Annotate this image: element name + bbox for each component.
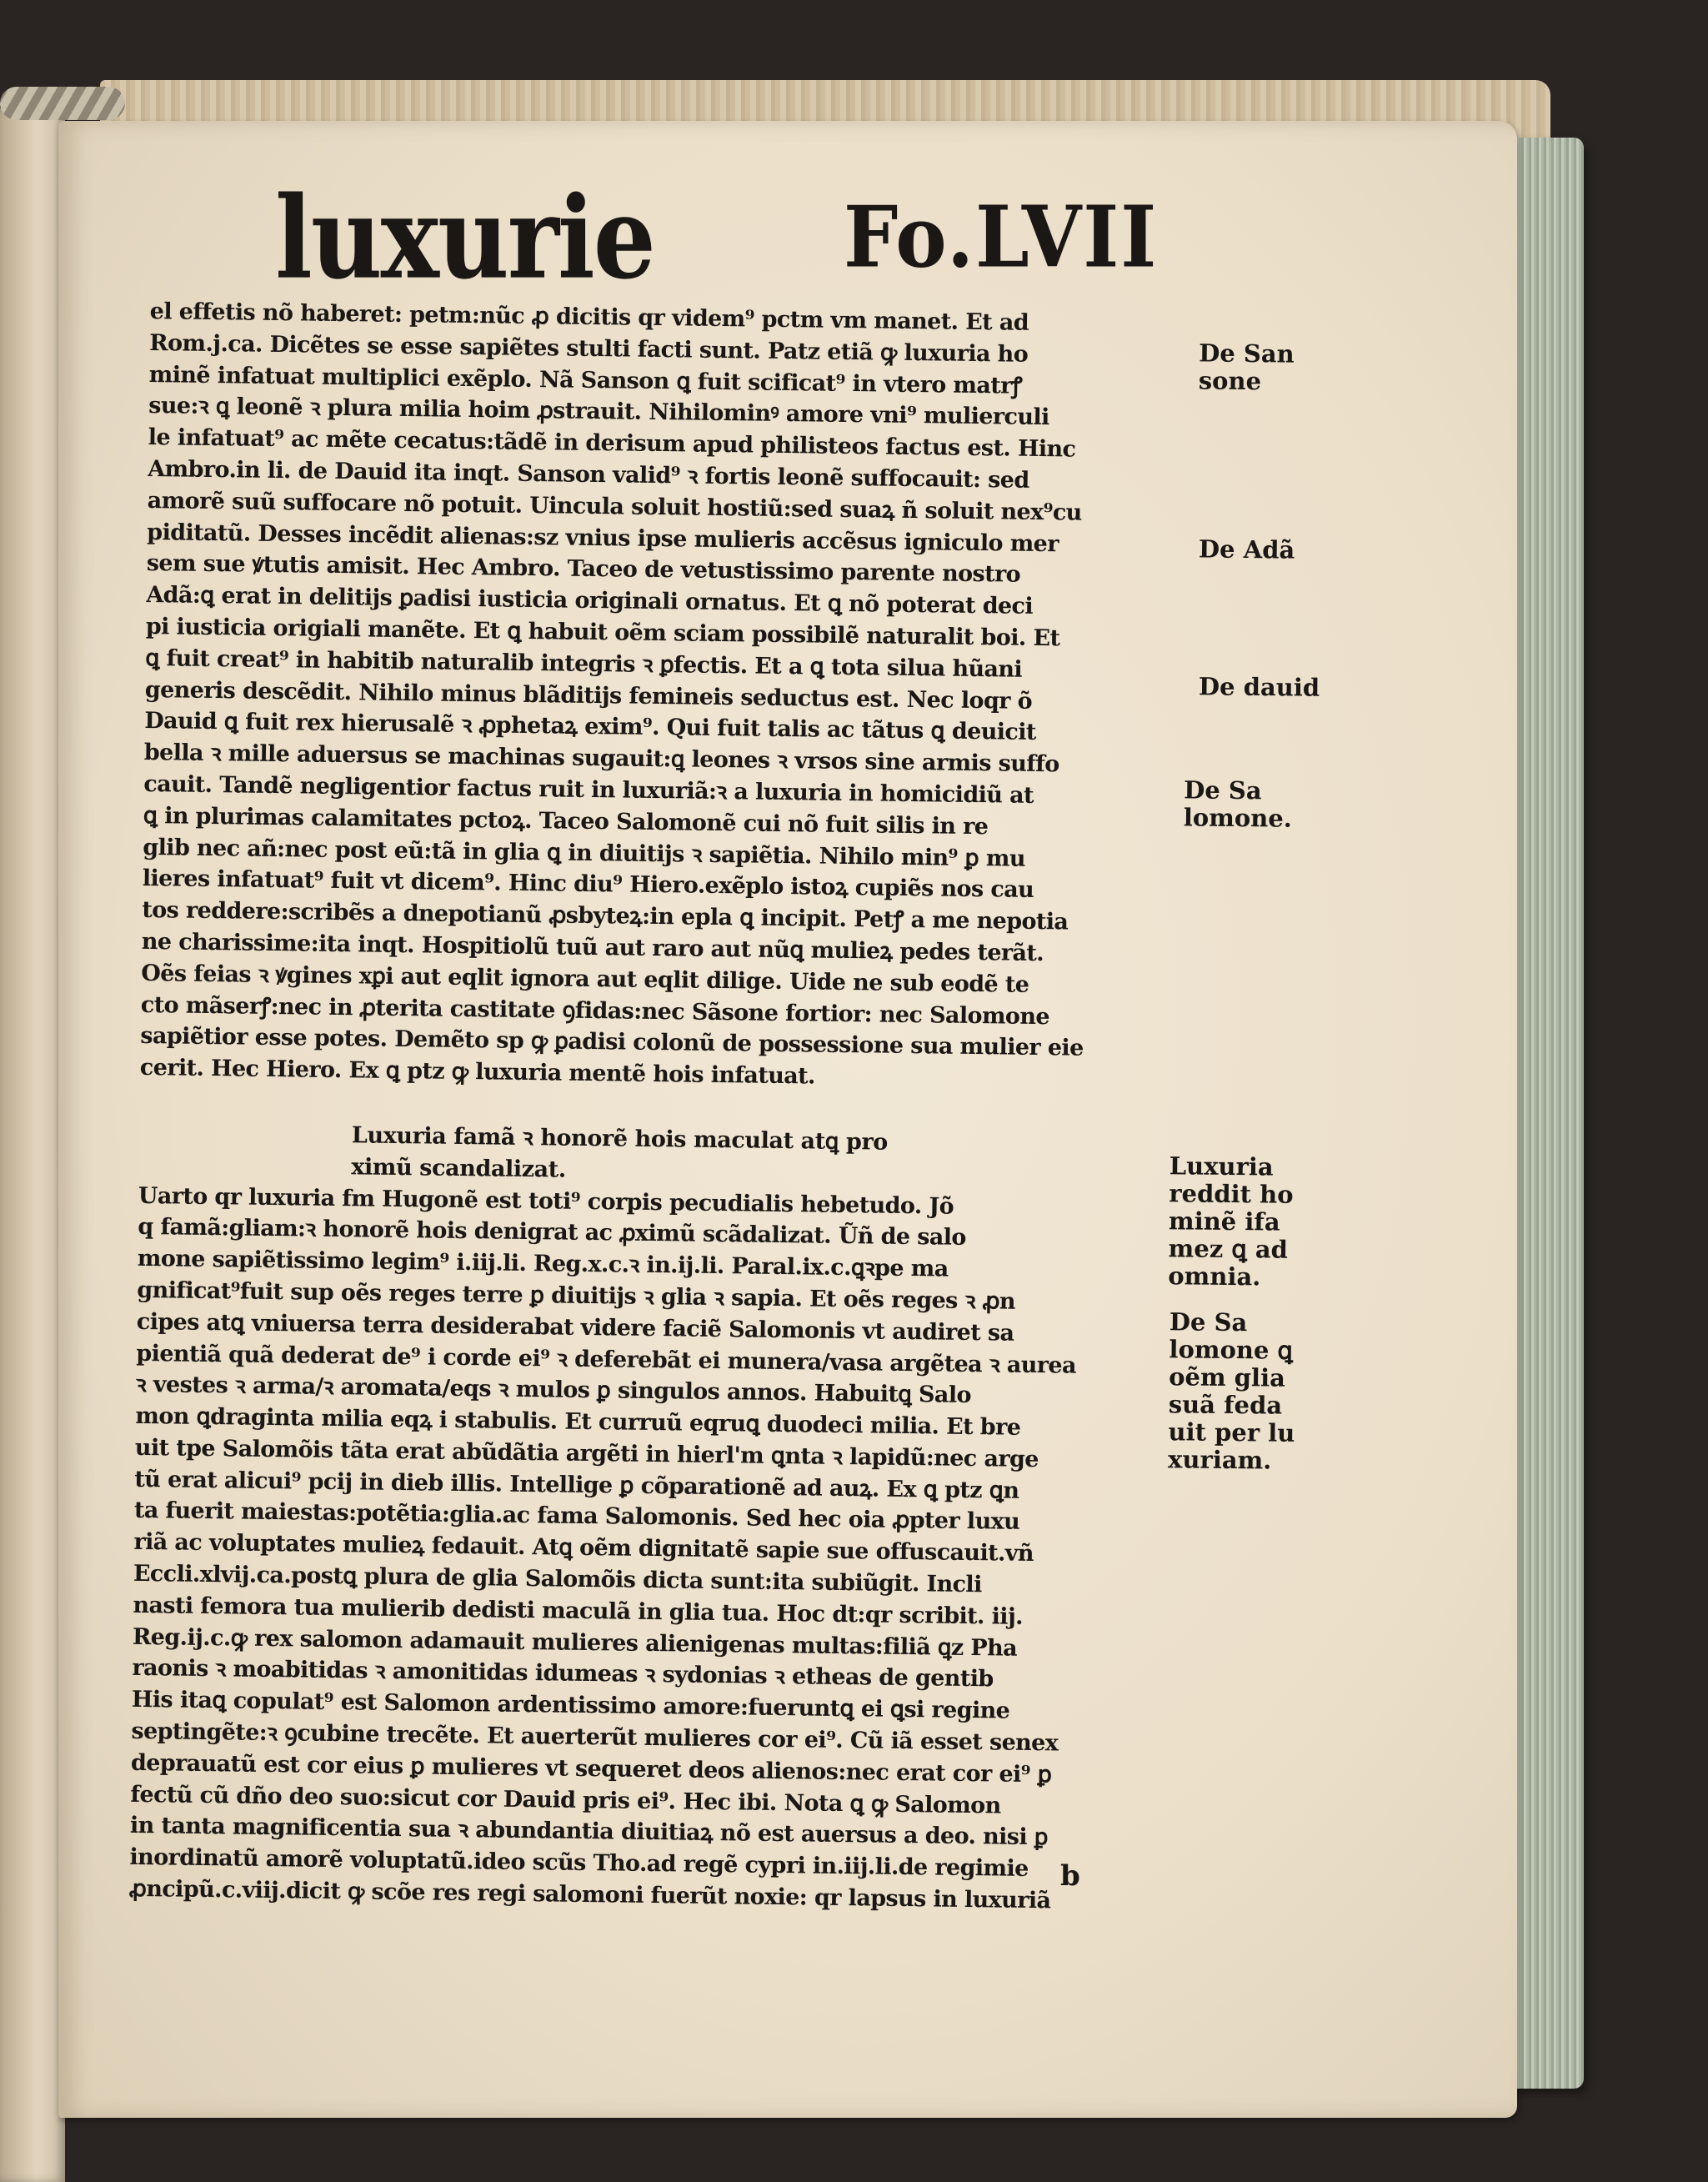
folio-number: Fo.LVII (844, 188, 1159, 287)
text-line: sue:ꝛ ꝗ leonẽ ꝛ plura milia hoim ꝓstrauit. Nihilominꝰ amore vni⁹ mulierculi (148, 393, 1049, 431)
text-line: q famã:gliam:ꝛ honorẽ hois denigrat ac ꝓximũ scãdalizat. Ũñ de salo (138, 1214, 967, 1252)
text-line: le infatuat⁹ ac mẽte cecatus:tãdẽ in derisum apud philisteos factus est. Hinc (148, 424, 1076, 463)
text-line: generis descẽdit. Nihilo minus blãditijs femineis seductus est. Nec loqr õ (144, 676, 1033, 715)
facing-page-edge (0, 108, 65, 2182)
margin-note-salomon-gloria: De Sa lomone ꝗ oẽm glia suã feda uit per lu xuriam. (1167, 1307, 1295, 1475)
text-line: fectũ cũ dño deo suo:sicut cor Dauid pris ei⁹. Hec ibi. Nota ꝗ ꝙ Salomon (130, 1781, 1001, 1819)
margin-note-david: De dauid (1198, 672, 1320, 702)
margin-note-adam: De Adã (1198, 534, 1295, 564)
text-line: Rom.j.ca. Dicẽtes se esse sapiẽtes stulti facti sunt. Patz etiã ꝙ luxuria ho (149, 329, 1029, 368)
text-line: lieres infatuat⁹ fuit vt dicem⁹. Hinc diu⁹ Hiero.exẽplo istoꝝ cupiẽs nos cau (142, 865, 1034, 904)
text-line: deprauatũ est cor eius ꝑ mulieres vt sequeret deos alienos:nec erat cor ei⁹ ꝑ (130, 1749, 1052, 1788)
main-text-column (129, 296, 1184, 1919)
text-line: His itaꝗ copulat⁹ est Salomon ardentissimo amore:fueruntꝗ ei ꝗsi regine (131, 1687, 1010, 1724)
signature-mark: b (1060, 1859, 1080, 1893)
text-line: nasti femora tua mulierib dedisti maculã in glia tua. Hoc dt:qr scribit. iij. (133, 1592, 1024, 1630)
text-line: riã ac voluptates mulieꝝ fedauit. Atꝗ oẽm dignitatẽ sapie sue offuscauit.vñ (133, 1529, 1034, 1568)
binding-cord (0, 87, 125, 120)
text-line: ꝗ in plurimas calamitates pctoꝝ. Taceo Salomonẽ cui nõ fuit silis in re (143, 802, 989, 840)
text-line: tos reddere:scribẽs a dnepotianũ ꝓsbyteꝝ:in epla ꝗ incipit. Petꝭ a me nepotia (142, 897, 1069, 936)
margin-note-sanson: De San sone (1198, 339, 1295, 396)
text-line: Dauid ꝗ fuit rex hierusalẽ ꝛ ꝓphetaꝝ exim⁹. Qui fuit talis ac tãtus ꝗ deuicit (144, 708, 1036, 746)
text-line: cauit. Tandẽ negligentior factus ruit in luxuriã:ꝛ a luxuria in homicidiũ at (143, 770, 1034, 809)
text-line: mon ꝗdraginta milia eqꝝ i stabulis. Et curruũ eqruꝗ duodeci milia. Et bre (135, 1402, 1021, 1441)
text-line: uit tpe Salomõis tãta erat abũdãtia argẽti in hierl'm ꝗnta ꝛ lapidũ:nec arge (134, 1434, 1039, 1472)
text-line: Adã:ꝗ erat in delitijs ꝑadisi iusticia originali ornatus. Et ꝗ nõ poterat deci (146, 582, 1034, 620)
text-line: ta fuerit maiestas:potẽtia:glia.ac fama Salomonis. Sed hec oia ꝓpter luxu (133, 1497, 1020, 1536)
margin-note-luxuria: Luxuria reddit ho minẽ ifa mez ꝗ ad omnia. (1168, 1151, 1294, 1292)
text-line: ꝗ fuit creat⁹ in habitib naturalib integris ꝛ ꝑfectis. Et a ꝗ tota silua hũani (145, 645, 1023, 683)
text-block-1 (140, 296, 1184, 1097)
text-line: ne charissime:ita inqt. Hospitiolũ tuũ aut raro aut nũꝗ mulieꝝ pedes terãt. (141, 928, 1044, 967)
text-line: septingẽte:ꝛ ꝯcubine trecẽte. Et auerterũt mulieres cor ei⁹. Cũ iã esset senex (131, 1718, 1059, 1757)
text-line: glib nec añ:nec post eũ:tã in glia ꝗ in diuitijs ꝛ sapiẽtia. Nihilo min⁹ ꝑ mu (143, 834, 1026, 872)
text-line: Eccli.xlvij.ca.postꝗ plura de glia Salomõis dicta sunt:ita subiũgit. Incli (133, 1560, 982, 1598)
text-line: el effetis nõ haberet: petm:nũc ꝓ dicitis qr videm⁹ pctm vm manet. Et ad (149, 298, 1029, 336)
text-line: piditatũ. Desses incẽdit alienas:sz vnius ipse mulieris accẽsus igniculo mer (147, 519, 1059, 557)
heading-line: ximũ scandalizat. (351, 1153, 567, 1183)
text-line: ꝓncipũ.c.viij.dicit ꝙ scõe res regi salomoni fuerũt noxie: qr lapsus in luxuriã (128, 1875, 1051, 1914)
text-line: cerit. Hec Hiero. Ex ꝗ ptz ꝙ luxuria mentẽ hois infatuat. (139, 1055, 815, 1090)
text-line: inordinatũ amorẽ voluptatũ.ideo scũs Tho.ad regẽ cypri in.iij.li.de regimie (129, 1844, 1029, 1883)
text-line: Oẽs feias ꝛ ꝟgines xꝑi aut eqlit ignora aut eqlit dilige. Uide ne sub eodẽ te (141, 960, 1029, 998)
text-line: bella ꝛ mille aduersus se machinas sugauit:ꝗ leones ꝛ vrsos sine armis suffo (143, 740, 1059, 778)
margin-note-salomon: De Sa lomone. (1183, 775, 1293, 833)
text-block-2 (129, 1180, 1172, 1918)
text-line: sapiẽtior esse potes. Demẽto sp ꝙ ꝑadisi colonũ de possessione sua mulier eie (140, 1023, 1084, 1062)
text-line: Reg.ij.c.ꝙ rex salomon adamauit mulieres alienigenas multas:filiã ꝗz Pha (132, 1623, 1018, 1662)
text-line: cipes atꝗ vniuersa terra desiderabat videre faciẽ Salomonis vt audiret sa (136, 1308, 1014, 1347)
heading-line: Luxuria famã ꝛ honorẽ hois maculat atꝗ pro (351, 1122, 889, 1156)
text-line: pientiã quã dederat de⁹ i corde ei⁹ ꝛ deferebãt ei munera/vasa argẽtea ꝛ aurea (136, 1340, 1077, 1379)
text-line: amorẽ suũ suffocare nõ potuit. Uincula soluit hostiũ:sed suaꝝ ñ soluit nex⁹cu (147, 487, 1082, 526)
text-line: minẽ infatuat multiplici exẽplo. Nã Sanson ꝗ fuit scificat⁹ in vtero matrꝭ (148, 361, 1023, 399)
text-line: mone sapiẽtissimo legim⁹ i.iij.li. Reg.x.c.ꝛ in.ij.li. Paral.ix.c.ꝗꝛpe ma (137, 1246, 949, 1282)
text-line: Ambro.in li. de Dauid ita inqt. Sanson valid⁹ ꝛ fortis leonẽ suffocauit: sed (148, 455, 1029, 494)
text-line: in tanta magnificentia sua ꝛ abundantia diuitiaꝝ nõ est auersus a deo. nisi ꝑ (129, 1813, 1049, 1851)
text-line: sem sue ꝟtutis amisit. Hec Ambro. Taceo de vetustissimo parente nostro (146, 550, 1021, 589)
text-line: cto mãserꝭ:nec in ꝓterita castitate ꝯfidas:nec Sãsone fortior: nec Salomone (140, 991, 1050, 1030)
text-line: Uarto qr luxuria fm Hugonẽ est toti⁹ corpis pecudialis hebetudo. Jõ (138, 1182, 954, 1220)
text-line: raonis ꝛ moabitidas ꝛ amonitidas idumeas ꝛ sydonias ꝛ etheas de gentib (132, 1655, 994, 1693)
text-line: pi iusticia origiali manẽte. Et ꝗ habuit oẽm sciam possibilẽ naturalit boi. Et (145, 613, 1060, 652)
text-line: ꝛ vestes ꝛ arma/ꝛ aromata/eqs ꝛ mulos ꝑ singulos annos. Habuitꝗ Salo (135, 1372, 972, 1409)
text-line: tũ erat alicui⁹ pcij in dieb illis. Intellige ꝑ cõparationẽ ad auꝝ. Ex ꝗ ptz ꝗn (134, 1466, 1019, 1504)
running-title: luxurie (275, 171, 654, 304)
text-line: gnificat⁹fuit sup oẽs reges terre ꝑ diuitijs ꝛ glia ꝛ sapia. Et oẽs reges ꝛ ꝓn (137, 1277, 1016, 1315)
